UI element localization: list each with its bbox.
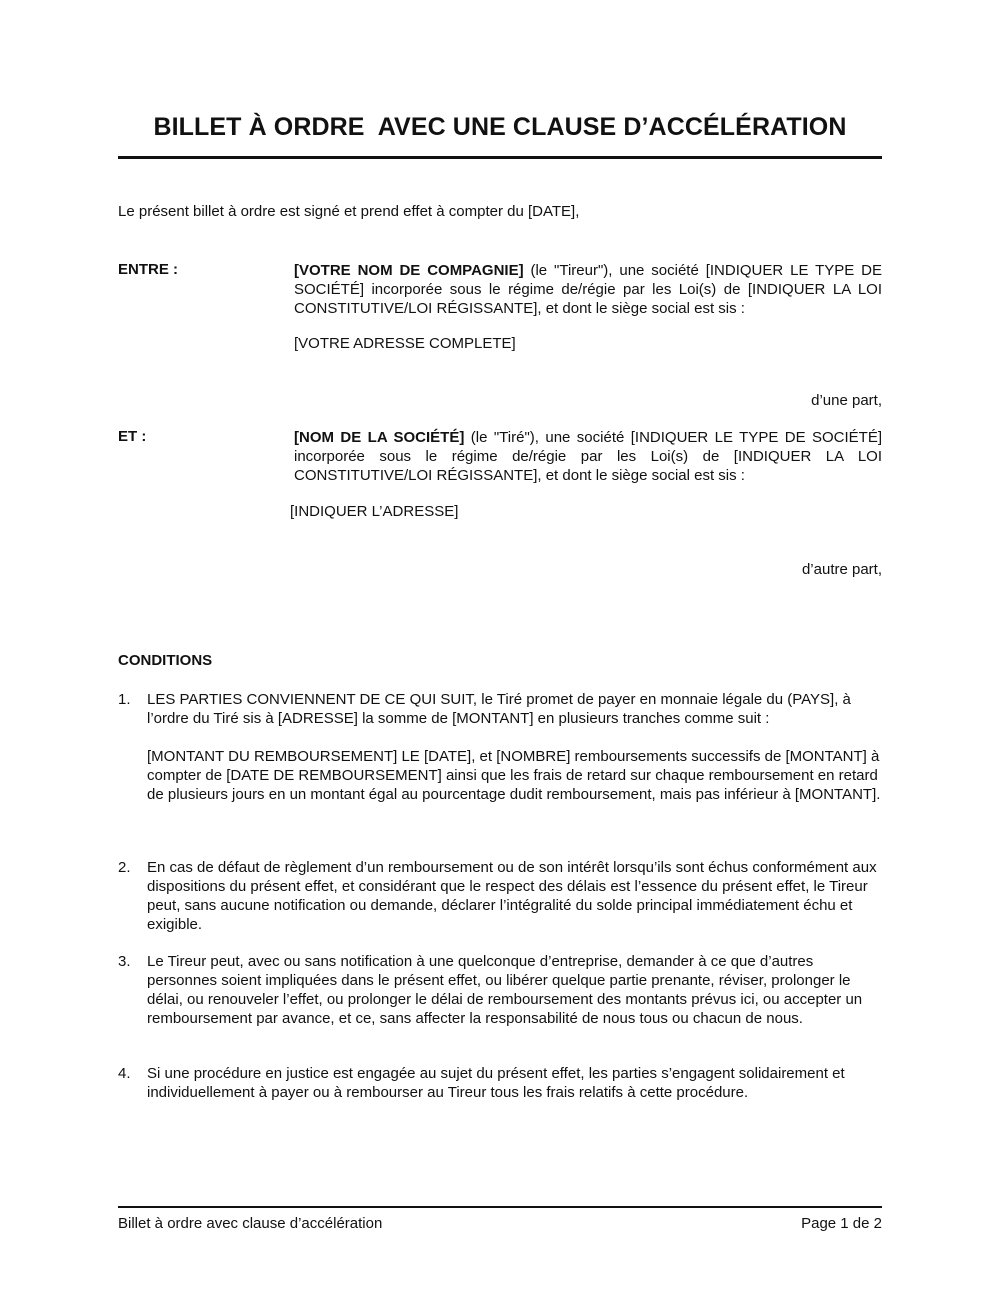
title-divider (118, 156, 882, 159)
party-2-label: ET : (118, 428, 147, 445)
party-2-address: [INDIQUER L’ADRESSE] (290, 503, 459, 520)
condition-number: 4. (118, 1065, 131, 1082)
conditions-heading: CONDITIONS (118, 652, 213, 669)
party-1-label: ENTRE : (118, 261, 178, 278)
condition-paragraph: Si une procédure en justice est engagée au sujet du présent effet, les parties s’engagent solidairement et individuellement à payer ou à rembourser au Tireur tous les frais relatifs à cette procédure. (147, 1065, 845, 1101)
document-title: BILLET À ORDRE AVEC UNE CLAUSE D’ACCÉLÉRATION (153, 113, 847, 141)
condition-paragraph: En cas de défaut de règlement d’un remboursement ou de son intérêt lorsqu’ils sont échus conformément aux dispositions du présent effet, et considérant que le respect des délais est l’essence du présent effet, le Tireur peut, sans aucune notification ou demande, déclarer l’intégralité du solde principal immédiatement échu et exigible. (147, 859, 877, 933)
party-1-text: (le "Tireur"), une société [INDIQUER LE TYPE DE SOCIÉTÉ] incorporée sous le régime de/régie par les Loi(s) de [INDIQUER LA LOI CONSTITUTIVE/LOI RÉGISSANTE], et dont le siège social est sis : (294, 262, 882, 317)
party-2-text: (le "Tiré"), une société [INDIQUER LE TYPE DE SOCIÉTÉ] incorporée sous le régime de/régie par les Loi(s) de [INDIQUER LA LOI CONSTITUTIVE/LOI RÉGISSANTE], et dont le siège social est sis : (294, 429, 883, 484)
intro-paragraph: Le présent billet à ordre est signé et prend effet à compter du [DATE], (118, 203, 580, 220)
footer-page-number: Page 1 de 2 (801, 1215, 882, 1232)
condition-number: 2. (118, 859, 131, 876)
footer-document-name: Billet à ordre avec clause d’accélération (118, 1215, 383, 1232)
footer-divider (118, 1206, 882, 1208)
party-1-address: [VOTRE ADRESSE COMPLETE] (294, 335, 516, 352)
party-1-closing: d’une part, (811, 392, 882, 409)
condition-paragraph: Le Tireur peut, avec ou sans notification à une quelconque d’entreprise, demander à ce que d’autres personnes soient impliquées dans le présent effet, ou libérer quelque partie prenante, réviser, prolonger le délai, ou renouveler l’effet, ou prolonger le délai de remboursement des montants prévus ici, ou accepter un remboursement par avance, et ce, sans affecter la responsabilité de nous tous ou chacun de nous. (147, 953, 863, 1027)
condition-number: 1. (118, 691, 131, 708)
party-2-description (294, 428, 882, 485)
party-2-name: [NOM DE LA SOCIÉTÉ] (294, 429, 465, 446)
condition-number: 3. (118, 953, 131, 970)
party-1-description (294, 261, 882, 318)
condition-paragraph: [MONTANT DU REMBOURSEMENT] LE [DATE], et [NOMBRE] remboursements successifs de [MONTANT] à compter de [DATE DE REMBOURSEMENT] ainsi que les frais de retard sur chaque remboursement en retard de plusieurs jours en un montant égal au pourcentage dudit remboursement, mais pas inférieur à [MONTANT]. (147, 748, 881, 803)
condition-paragraph: LES PARTIES CONVIENNENT DE CE QUI SUIT, le Tiré promet de payer en monnaie légale du (PAYS], à l’ordre du Tiré sis à [ADRESSE] la somme de [MONTANT] en plusieurs tranches comme suit : (147, 691, 851, 727)
party-1-name: [VOTRE NOM DE COMPAGNIE] (294, 262, 524, 279)
party-2-closing: d’autre part, (801, 561, 882, 578)
